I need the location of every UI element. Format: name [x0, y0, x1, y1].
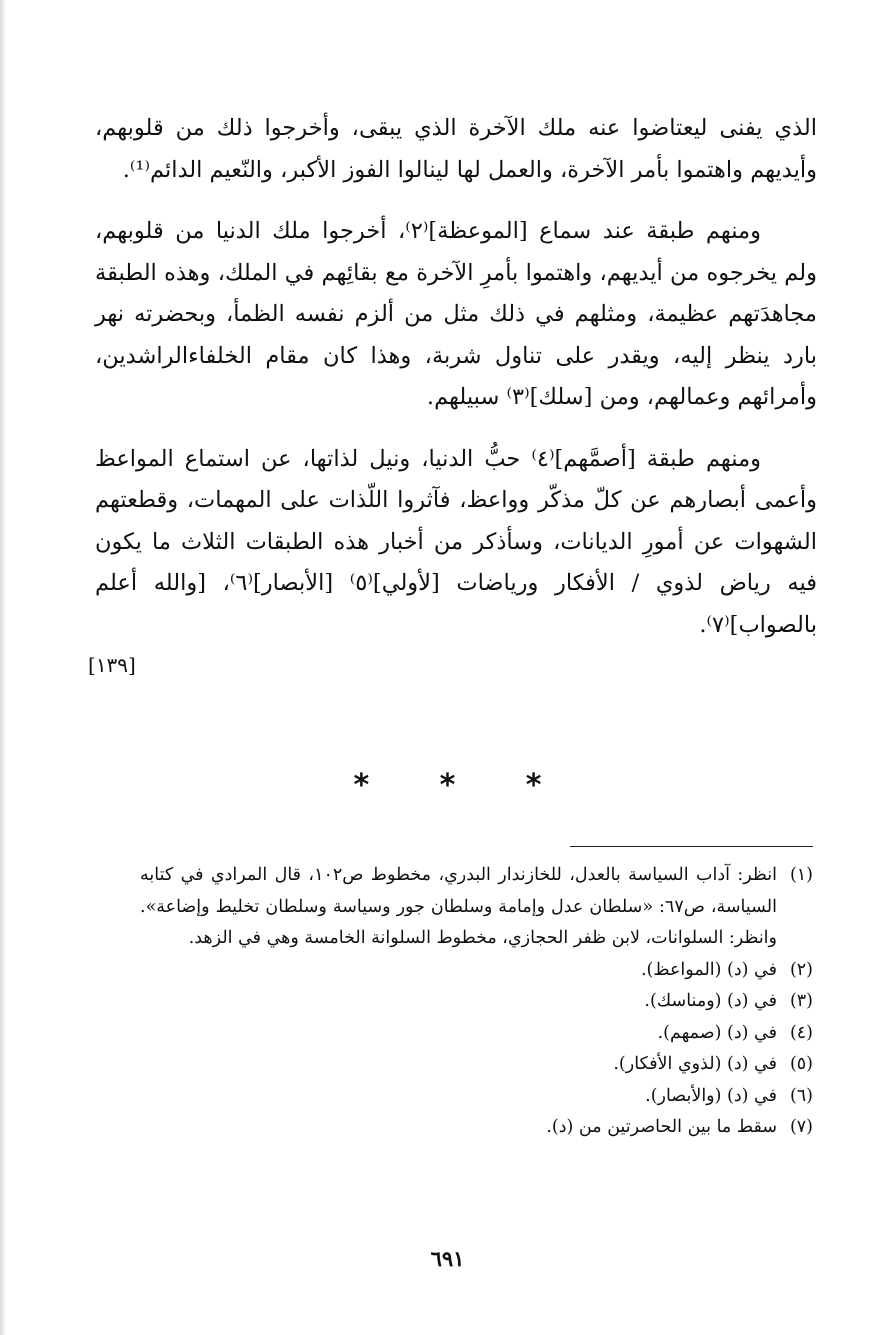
footnote: [140, 860, 813, 955]
footnote-number: (٢): [789, 959, 813, 980]
footnote-number: (١): [789, 865, 813, 885]
footnote-text: في (د) (لذوي الأفكار).: [613, 1054, 777, 1074]
footnote-number: (٣): [789, 991, 813, 1011]
footnote: [140, 1049, 813, 1081]
paragraph-2: ومنهم طبقة عند سماع [الموعظة]⁽٢⁾، أخرجوا ملك الدنيا من قلوبهم، ولم يخرجوه من أيديهم، واهتموا بأمرِ الآخرة مع بقائِهم في الملك، وهذه الطبقة مجاهدَتهم عظيمة، ومثلهم في ذلك مثل من ألزم نفسه الظمأ، وبحضرته نهر بارد ينظر إليه، ويقدر على تناول شربة، وهذا كان مقام الخلفاءالراشدين، وأمرائهم وعمالهم، ومن [سلك]⁽٣⁾ سبيلهم.: [95, 218, 817, 410]
footnote-number: (٤): [789, 1022, 813, 1043]
footnote: [140, 1081, 813, 1113]
footnote-number: (٦): [789, 1085, 813, 1106]
footnote: [140, 986, 813, 1018]
page-number: ٦٩١: [430, 1246, 465, 1271]
footnote-text: انظر: آداب السياسة بالعدل، للخازندار البدري، مخطوط ص١٠٢، قال المرادي في كتابه السياسة، ص٦٧: «سلطان عدل وإمامة وسلطان جور وسياسة وسلطان تخليط وإضاعة». وانظر: السلوانات، لابن ظفر الحجازي، مخطوط السلوانة الخامسة وهي في الزهد.: [140, 865, 778, 948]
footnote-text: في (د) (والأبصار).: [645, 1085, 777, 1106]
footnote-text: في (د) (ومناسك).: [644, 991, 777, 1011]
footnote: [140, 1112, 813, 1144]
scan-edge: [0, 0, 6, 1335]
paragraph-1: الذي يفنى ليعتاضوا عنه ملك الآخرة الذي يبقى، وأخرجوا ذلك من قلوبهم، وأيديهم واهتموا بأمر الآخرة، والعمل لها لينالوا الفوز الأكبر، والنّعيم الدائم⁽¹⁾.: [95, 115, 817, 183]
footnote-text: في (د) (صمهم).: [657, 1022, 777, 1043]
paragraph-3: ومنهم طبقة [أصمَّهم]⁽٤⁾ حبُّ الدنيا، ونيل لذاتها، عن استماع المواعظ وأعمى أبصارهم عن كلّ مذكّر وواعظ، فآثروا اللّذات على المهمات، وقطعتهم الشهوات عن أمورِ الديانات، وسأذكر من أخبار هذه الطبقات الثلاث ما يكون فيه رياض لذوي / الأفكار ورياضات [لأولي]⁽٥⁾ [الأبصار]⁽٦⁾، [والله أعلم بالصواب]⁽٧⁾.: [95, 445, 817, 638]
footnote: [140, 955, 813, 987]
footnote-number: (٧): [789, 1117, 813, 1137]
footnote-number: (٥): [789, 1054, 813, 1074]
main-text: [95, 108, 817, 646]
footnote-text: في (د) (المواعظ).: [640, 959, 777, 980]
footnote: [140, 1018, 813, 1050]
footnote-text: سقط ما بين الحاصرتين من (د).: [546, 1117, 777, 1137]
marginal-folio-note: [١٣٩]: [88, 653, 136, 677]
footnotes-list: [140, 860, 813, 1144]
section-divider: * * *: [353, 768, 572, 803]
footnote-separator: [570, 846, 813, 847]
